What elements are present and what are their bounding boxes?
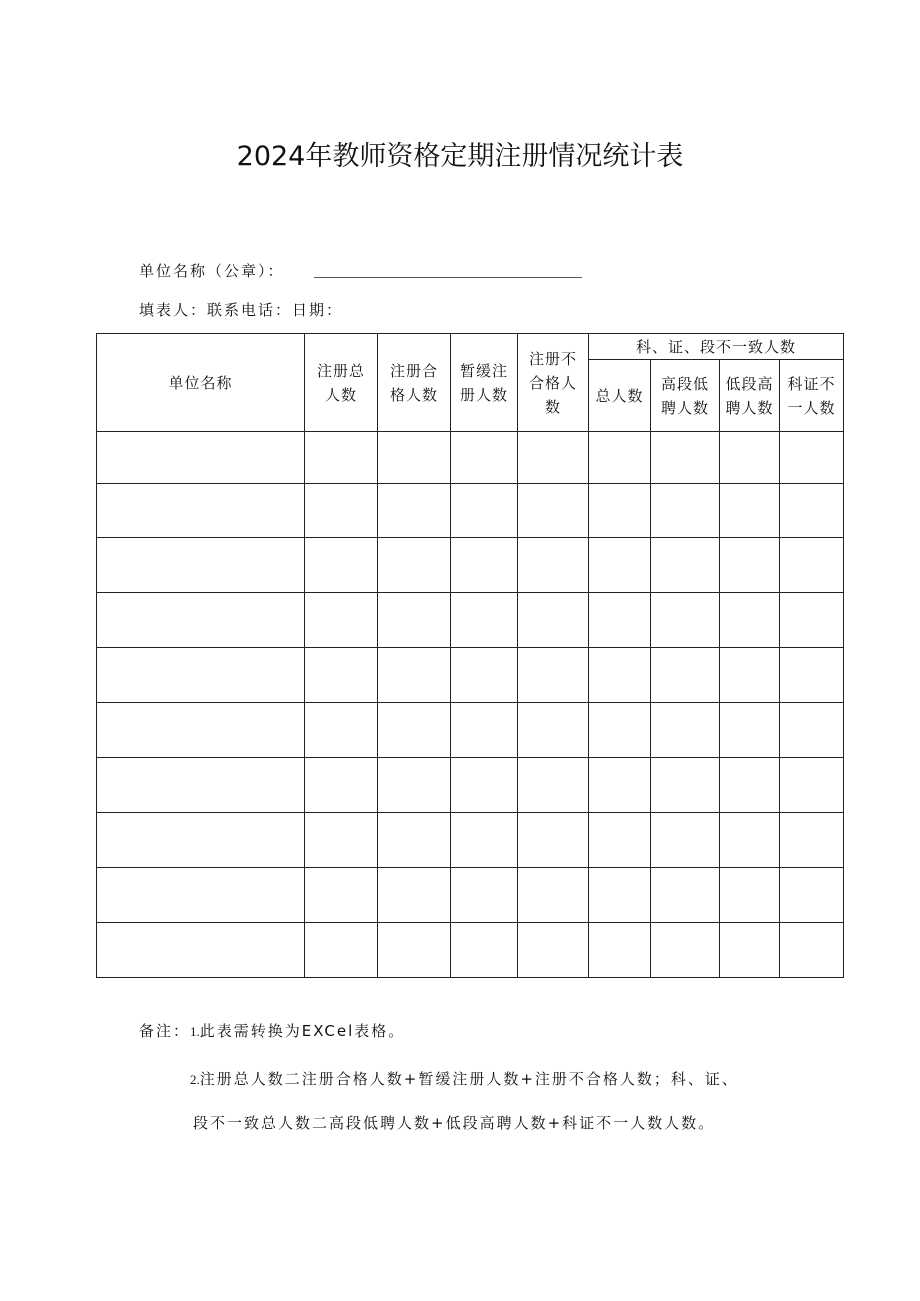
table-cell[interactable]	[97, 868, 305, 923]
table-cell[interactable]	[780, 593, 844, 648]
unit-name-label: 单位名称（公章）：	[139, 262, 285, 280]
table-cell[interactable]	[720, 703, 780, 758]
table-cell[interactable]	[378, 484, 451, 538]
table-cell[interactable]	[651, 868, 720, 923]
table-cell[interactable]	[451, 923, 518, 978]
table-cell[interactable]	[378, 813, 451, 868]
table-cell[interactable]	[589, 703, 651, 758]
page-title: 2024年教师资格定期注册情况统计表	[236, 141, 684, 172]
header-passed: 注册合格人数	[378, 334, 451, 432]
header-deferred: 暂缓注册人数	[451, 334, 518, 432]
table-cell[interactable]	[378, 703, 451, 758]
table-cell[interactable]	[305, 868, 378, 923]
table-cell[interactable]	[720, 758, 780, 813]
table-cell[interactable]	[378, 432, 451, 484]
table-cell[interactable]	[589, 593, 651, 648]
statistics-table	[96, 333, 844, 978]
table-row	[97, 758, 844, 813]
table-cell[interactable]	[97, 484, 305, 538]
table-cell[interactable]	[378, 648, 451, 703]
table-cell[interactable]	[518, 758, 589, 813]
table-cell[interactable]	[451, 758, 518, 813]
table-cell[interactable]	[518, 484, 589, 538]
note-2-continued: 段不一致总人数二高段低聘人数+低段高聘人数+科证不一人数人数。	[193, 1114, 716, 1132]
table-cell[interactable]	[720, 813, 780, 868]
table-row	[97, 923, 844, 978]
table-cell[interactable]	[518, 868, 589, 923]
table-cell[interactable]	[305, 648, 378, 703]
table-cell[interactable]	[780, 813, 844, 868]
table-cell[interactable]	[305, 703, 378, 758]
table-cell[interactable]	[305, 923, 378, 978]
table-cell[interactable]	[651, 703, 720, 758]
filler-info-line: 填表人：联系电话：日期：	[139, 301, 344, 319]
table-cell[interactable]	[378, 593, 451, 648]
table-cell[interactable]	[780, 758, 844, 813]
table-cell[interactable]	[97, 703, 305, 758]
note-1-text: 此表需转换为EXCel表格。	[199, 1022, 406, 1040]
table-cell[interactable]	[518, 648, 589, 703]
table-cell[interactable]	[97, 648, 305, 703]
table-cell[interactable]	[589, 648, 651, 703]
table-cell[interactable]	[518, 703, 589, 758]
table-cell[interactable]	[378, 923, 451, 978]
table-cell[interactable]	[780, 432, 844, 484]
table-cell[interactable]	[651, 648, 720, 703]
table-cell[interactable]	[720, 923, 780, 978]
note-2-text: 注册总人数二注册合格人数+暂缓注册人数+注册不合格人数；科、证、	[199, 1070, 739, 1088]
header-low-high: 低段高聘人数	[720, 360, 780, 432]
table-cell[interactable]	[518, 813, 589, 868]
header-unit-name: 单位名称	[97, 334, 305, 432]
table-cell[interactable]	[651, 813, 720, 868]
table-cell[interactable]	[780, 703, 844, 758]
table-cell[interactable]	[97, 758, 305, 813]
table-cell[interactable]	[589, 923, 651, 978]
unit-name-underline	[314, 277, 582, 278]
table-cell[interactable]	[378, 538, 451, 593]
header-failed: 注册不合格人数	[518, 334, 589, 432]
table-cell[interactable]	[720, 868, 780, 923]
table-row	[97, 593, 844, 648]
table-cell[interactable]	[720, 432, 780, 484]
table-row	[97, 868, 844, 923]
table-cell[interactable]	[589, 758, 651, 813]
table-row	[97, 703, 844, 758]
table-cell[interactable]	[305, 593, 378, 648]
table-row	[97, 432, 844, 484]
note-1	[139, 1020, 405, 1041]
table-row	[97, 484, 844, 538]
table-row	[97, 813, 844, 868]
table-cell[interactable]	[378, 868, 451, 923]
table-cell[interactable]	[97, 923, 305, 978]
header-high-low: 高段低聘人数	[651, 360, 720, 432]
header-total-registered: 注册总人数	[305, 334, 378, 432]
note-label: 备注：	[139, 1022, 191, 1040]
table-cell[interactable]	[651, 538, 720, 593]
table-cell[interactable]	[378, 758, 451, 813]
table-cell[interactable]	[651, 758, 720, 813]
table-cell[interactable]	[589, 432, 651, 484]
table-row	[97, 538, 844, 593]
table-cell[interactable]	[518, 432, 589, 484]
table-cell[interactable]	[97, 813, 305, 868]
table-cell[interactable]	[589, 868, 651, 923]
note-2	[190, 1068, 739, 1089]
table-cell[interactable]	[780, 648, 844, 703]
table-cell[interactable]	[451, 538, 518, 593]
table-cell[interactable]	[518, 593, 589, 648]
table-cell[interactable]	[720, 648, 780, 703]
table-cell[interactable]	[451, 648, 518, 703]
note-1-number: 1.	[190, 1024, 200, 1039]
table-cell[interactable]	[97, 432, 305, 484]
table-cell[interactable]	[651, 432, 720, 484]
header-mismatch-total: 总人数	[589, 360, 651, 432]
table-cell[interactable]	[305, 484, 378, 538]
table-cell[interactable]	[451, 868, 518, 923]
table-cell[interactable]	[780, 538, 844, 593]
table-cell[interactable]	[305, 538, 378, 593]
header-subject-mismatch: 科证不一人数	[780, 360, 844, 432]
table-cell[interactable]	[451, 484, 518, 538]
table-cell[interactable]	[451, 813, 518, 868]
table-row	[97, 648, 844, 703]
table-cell[interactable]	[451, 593, 518, 648]
table-cell[interactable]	[780, 484, 844, 538]
table-cell[interactable]	[305, 813, 378, 868]
table-cell[interactable]	[720, 484, 780, 538]
table-cell[interactable]	[518, 538, 589, 593]
table-cell[interactable]	[451, 703, 518, 758]
table-cell[interactable]	[589, 538, 651, 593]
table-cell[interactable]	[651, 593, 720, 648]
table-cell[interactable]	[651, 923, 720, 978]
table-cell[interactable]	[780, 868, 844, 923]
table-cell[interactable]	[97, 538, 305, 593]
table-cell[interactable]	[720, 538, 780, 593]
table-cell[interactable]	[589, 484, 651, 538]
table-cell[interactable]	[451, 432, 518, 484]
note-2-number: 2.	[190, 1072, 200, 1087]
table-cell[interactable]	[305, 758, 378, 813]
table-cell[interactable]	[589, 813, 651, 868]
table-cell[interactable]	[305, 432, 378, 484]
table-cell[interactable]	[720, 593, 780, 648]
header-mismatch-group: 科、证、段不一致人数	[589, 334, 844, 360]
table-cell[interactable]	[651, 484, 720, 538]
table-cell[interactable]	[97, 593, 305, 648]
table-cell[interactable]	[518, 923, 589, 978]
table-cell[interactable]	[780, 923, 844, 978]
